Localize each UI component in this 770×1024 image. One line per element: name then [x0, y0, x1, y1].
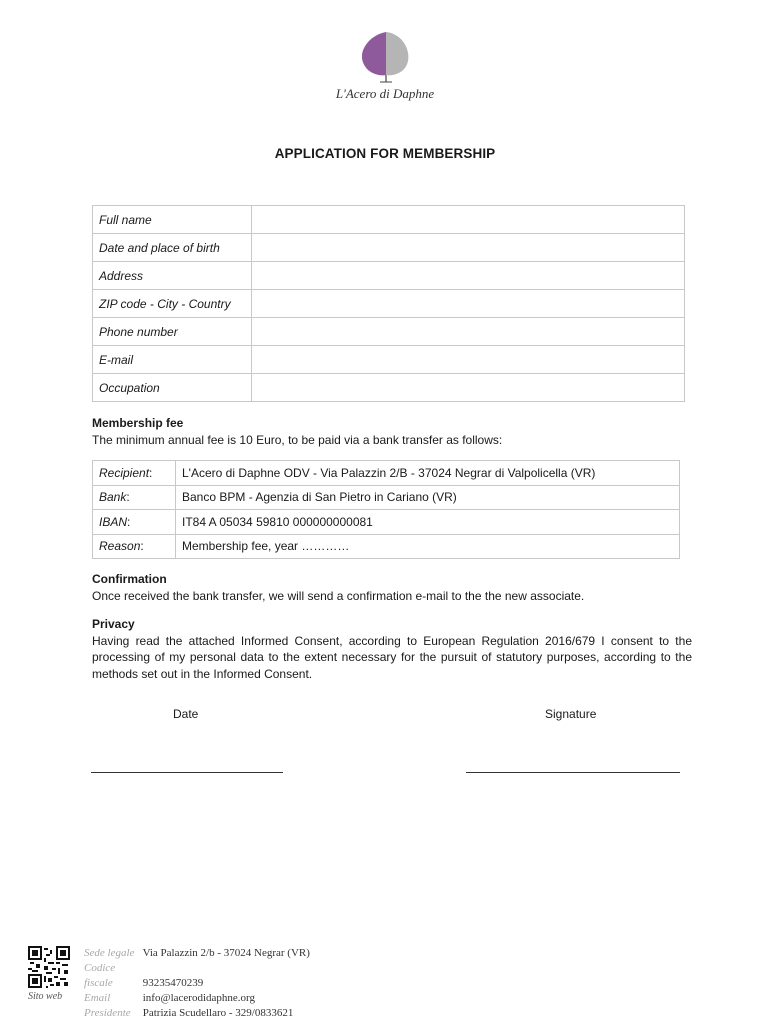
bank-label-recipient: Recipient:	[93, 461, 176, 486]
table-row	[93, 234, 685, 262]
bank-label-reason: Reason:	[93, 534, 176, 559]
table-row	[93, 318, 685, 346]
bank-details-table	[92, 460, 680, 559]
field-input-full-name[interactable]	[252, 206, 685, 234]
membership-fee-section	[92, 415, 692, 448]
footer-line-president: Presidente Patrizia Scudellaro - 329/0833621	[84, 1007, 294, 1019]
table-row	[93, 374, 685, 402]
field-input-address[interactable]	[252, 262, 685, 290]
field-label-phone: Phone number	[93, 318, 252, 346]
field-label-address: Address	[93, 262, 252, 290]
bank-label-bank: Bank:	[93, 485, 176, 510]
confirmation-text: Once received the bank transfer, we will send a confirmation e-mail to the the new associate.	[92, 588, 585, 603]
field-input-phone[interactable]	[252, 318, 685, 346]
membership-fee-text: The minimum annual fee is 10 Euro, to be paid via a bank transfer as follows:	[92, 432, 503, 447]
footer-line-email: Email info@lacerodidaphne.org	[84, 992, 256, 1004]
personal-data-table	[92, 205, 685, 402]
privacy-heading: Privacy	[92, 617, 135, 631]
field-input-occupation[interactable]	[252, 374, 685, 402]
field-input-zip-city-country[interactable]	[252, 290, 685, 318]
field-input-email[interactable]	[252, 346, 685, 374]
field-label-occupation: Occupation	[93, 374, 252, 402]
field-label-email: E-mail	[93, 346, 252, 374]
table-row	[93, 346, 685, 374]
field-input-birth[interactable]	[252, 234, 685, 262]
table-row	[93, 290, 685, 318]
bank-value-iban: IT84 A 05034 59810 000000000081	[176, 510, 680, 535]
footer-line-tax-code: Codice fiscale 93235470239	[84, 962, 204, 989]
signature-line[interactable]	[466, 772, 680, 773]
field-label-full-name: Full name	[93, 206, 252, 234]
site-web-label: Sito web	[28, 991, 63, 1002]
table-row	[93, 485, 680, 510]
table-row	[93, 461, 680, 486]
logo	[0, 28, 770, 102]
field-label-birth: Date and place of birth	[93, 234, 252, 262]
field-label-zip-city-country: ZIP code - City - Country	[93, 290, 252, 318]
bank-value-recipient: L'Acero di Daphne ODV - Via Palazzin 2/B - 37024 Negrar di Valpolicella (VR)	[176, 461, 680, 486]
table-row	[93, 206, 685, 234]
bank-value-bank: Banco BPM - Agenzia di San Pietro in Cariano (VR)	[176, 485, 680, 510]
maple-leaf-logo-icon	[350, 28, 420, 84]
table-row	[93, 534, 680, 559]
table-row	[93, 510, 680, 535]
signature-label: Signature	[545, 707, 597, 721]
bank-value-reason[interactable]: Membership fee, year …………	[176, 534, 680, 559]
table-row	[93, 262, 685, 290]
privacy-text: Having read the attached Informed Consent, according to European Regulation 2016/679 I consent to the processing of my personal data to the extent necessary for the pursuit of statutory purposes, according to the methods set out in the Informed Consent.	[92, 633, 692, 681]
membership-fee-heading: Membership fee	[92, 416, 184, 430]
logo-text: L'Acero di Daphne	[335, 86, 435, 101]
page-title: APPLICATION FOR MEMBERSHIP	[274, 146, 496, 161]
date-line[interactable]	[91, 772, 283, 773]
privacy-section	[92, 616, 692, 682]
confirmation-heading: Confirmation	[92, 572, 167, 586]
date-label: Date	[173, 707, 199, 721]
confirmation-section	[92, 571, 692, 604]
qr-code-icon[interactable]	[28, 946, 70, 988]
footer-contact-info	[84, 946, 310, 1021]
footer	[28, 946, 428, 1019]
footer-line-address: Sede legale Via Palazzin 2/b - 37024 Negrar (VR)	[84, 947, 310, 959]
bank-label-iban: IBAN:	[93, 510, 176, 535]
